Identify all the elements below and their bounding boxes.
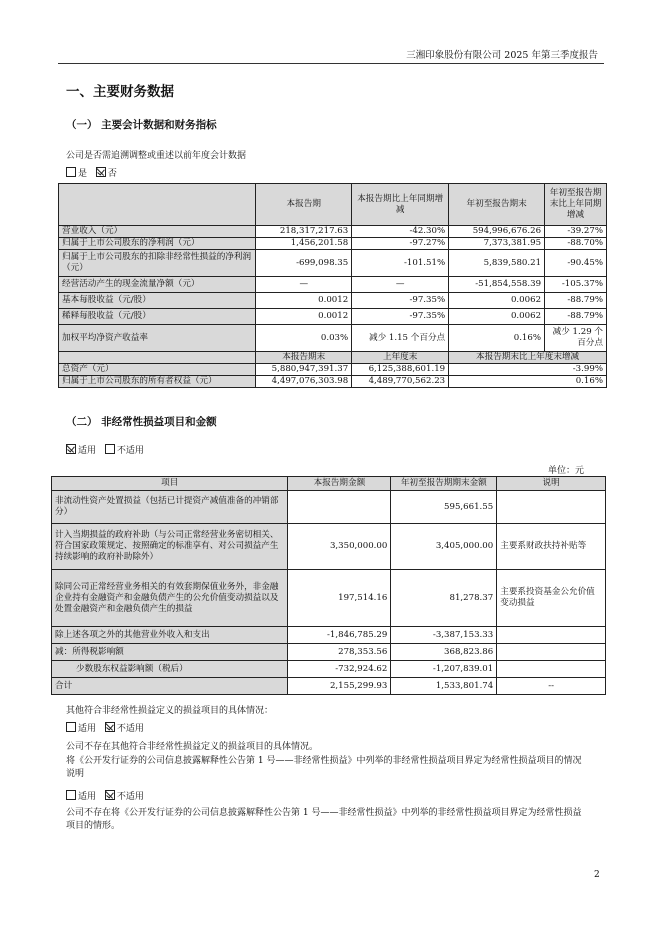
cell: 368,823.86 xyxy=(391,644,497,661)
cell: -732,924.62 xyxy=(288,661,391,678)
row-label: 归属于上市公司股东的所有者权益（元） xyxy=(59,376,256,388)
header-cell xyxy=(59,184,256,226)
table-row xyxy=(59,226,607,238)
row-label: 减：所得税影响额 xyxy=(52,644,288,661)
cell: — xyxy=(352,277,449,293)
table-row xyxy=(59,238,607,250)
row-label: 归属于上市公司股东的扣除非经常性损益的净利润（元） xyxy=(59,250,256,277)
table-row xyxy=(59,309,607,325)
cell: 4,497,076,303.98 xyxy=(256,376,352,388)
note-none-other: 公司不存在其他符合非经常性损益定义的损益项目的具体情况。 xyxy=(66,742,319,752)
row-label: 计入当期损益的政府补助（与公司正常经营业务密切相关、符合国家政策规定、按照确定的标准享有、对公司损益产生持续影响的政府补助除外） xyxy=(52,524,288,570)
table-row xyxy=(59,325,607,352)
cell: -3.99% xyxy=(449,364,607,376)
cell: 1,456,201.58 xyxy=(256,238,352,250)
row-label: 总资产（元） xyxy=(59,364,256,376)
section-title: 一、主要财务数据 xyxy=(66,84,174,100)
header-cell: 本报告期金额 xyxy=(288,477,391,491)
header-cell: 项目 xyxy=(52,477,288,491)
not-apply-label-3: 不适用 xyxy=(116,792,144,802)
cell: 主要系投资基金公允价值变动损益 xyxy=(497,570,606,627)
page-number: 2 xyxy=(594,870,600,880)
table-header-row xyxy=(59,352,607,364)
cell: -1,207,839.01 xyxy=(391,661,497,678)
header-cell: 本报告期比上年同期增减 xyxy=(352,184,449,226)
apply-label-3: 适用 xyxy=(78,792,97,802)
table-header-row xyxy=(59,184,607,226)
cell xyxy=(288,491,391,524)
row-label: 除同公司正常经营业务相关的有效套期保值业务外，非金融企业持有金融资产和金融负债产生的公允价值变动损益以及处置金融资产和金融负债产生的损益 xyxy=(52,570,288,627)
note-none-classified: 公司不存在将《公开发行证券的公司信息披露解释性公告第 1 号——非经常性损益》中列举的非经常性损益项目界定为经常性损益项目的情形。 xyxy=(66,808,582,831)
row-label: 非流动性资产处置损益（包括已计提资产减值准备的冲销部分） xyxy=(52,491,288,524)
header-cell: 本报告期末比上年度末增减 xyxy=(449,352,607,364)
header-cell: 本报告期末 xyxy=(256,352,352,364)
yes-checkbox[interactable] xyxy=(66,167,76,177)
report-header: 三湘印象股份有限公司 2025 年第三季度报告 xyxy=(406,50,598,61)
cell: 4,489,770,562.23 xyxy=(352,376,449,388)
row-label: 基本每股收益（元/股） xyxy=(59,293,256,309)
cell: -88.70% xyxy=(545,238,607,250)
cell: 减少 1.15 个百分点 xyxy=(352,325,449,352)
table-row xyxy=(52,661,606,678)
yes-label: 是 xyxy=(78,169,88,179)
header-cell: 说明 xyxy=(497,477,606,491)
cell: 主要系财政扶持补贴等 xyxy=(497,524,606,570)
cell: 7,373,381.95 xyxy=(449,238,545,250)
table-row xyxy=(59,376,607,388)
cell: — xyxy=(256,277,352,293)
row-label: 合计 xyxy=(52,678,288,695)
row-label: 少数股东权益影响额（税后） xyxy=(52,661,288,678)
table-header-row xyxy=(52,477,606,491)
cell: -90.45% xyxy=(545,250,607,277)
cell: 0.0012 xyxy=(256,293,352,309)
apply-label: 适用 xyxy=(78,446,97,456)
table-row xyxy=(52,491,606,524)
restate-options xyxy=(66,166,117,179)
apply-checkbox[interactable] xyxy=(66,444,76,454)
table-row xyxy=(59,277,607,293)
note-options-2 xyxy=(66,789,144,802)
table-row xyxy=(52,678,606,695)
row-label: 经营活动产生的现金流量净额（元） xyxy=(59,277,256,293)
row-label: 归属于上市公司股东的净利润（元） xyxy=(59,238,256,250)
note-options-1 xyxy=(66,721,144,734)
cell xyxy=(497,627,606,644)
no-checkbox[interactable] xyxy=(96,167,106,177)
cell xyxy=(497,661,606,678)
cell: -51,854,558.39 xyxy=(449,277,545,293)
not-apply-label: 不适用 xyxy=(116,446,144,456)
not-apply-checkbox-2[interactable] xyxy=(105,722,115,732)
cell: -39.27% xyxy=(545,226,607,238)
header-cell: 年初至报告期期末金额 xyxy=(391,477,497,491)
apply-checkbox-2[interactable] xyxy=(66,722,76,732)
row-label: 加权平均净资产收益率 xyxy=(59,325,256,352)
cell: 594,996,676.26 xyxy=(449,226,545,238)
no-label: 否 xyxy=(107,169,117,179)
table-row xyxy=(52,627,606,644)
cell: 3,350,000.00 xyxy=(288,524,391,570)
cell: 减少 1.29 个百分点 xyxy=(545,325,607,352)
key-financial-table xyxy=(58,183,607,388)
header-divider xyxy=(58,63,604,64)
cell: 5,839,580.21 xyxy=(449,250,545,277)
table-row xyxy=(52,524,606,570)
header-cell xyxy=(59,352,256,364)
cell xyxy=(497,644,606,661)
cell: 1,533,801.74 xyxy=(391,678,497,695)
table-row xyxy=(59,250,607,277)
not-apply-label-2: 不适用 xyxy=(116,724,144,734)
cell: 218,317,217.63 xyxy=(256,226,352,238)
note-other-items: 其他符合非经常性损益定义的损益项目的具体情况： xyxy=(66,706,274,716)
cell: 0.0012 xyxy=(256,309,352,325)
table-row xyxy=(59,293,607,309)
not-apply-checkbox[interactable] xyxy=(105,444,115,454)
cell: 2,155,299.93 xyxy=(288,678,391,695)
cell: -- xyxy=(497,678,606,695)
cell: -1,846,785.29 xyxy=(288,627,391,644)
apply-checkbox-3[interactable] xyxy=(66,790,76,800)
header-cell: 年初至报告期末 xyxy=(449,184,545,226)
unit-label: 单位：元 xyxy=(548,466,585,476)
cell xyxy=(497,491,606,524)
cell: -105.37% xyxy=(545,277,607,293)
cell: -101.51% xyxy=(352,250,449,277)
row-label: 除上述各项之外的其他营业外收入和支出 xyxy=(52,627,288,644)
cell: -699,098.35 xyxy=(256,250,352,277)
row-label: 营业收入（元） xyxy=(59,226,256,238)
cell: 0.16% xyxy=(449,325,545,352)
table-row xyxy=(52,570,606,627)
apply-label-2: 适用 xyxy=(78,724,97,734)
cell: 278,353.56 xyxy=(288,644,391,661)
non-recurring-table xyxy=(51,476,606,695)
header-cell: 年初至报告期末比上年同期增减 xyxy=(545,184,607,226)
table-row xyxy=(59,364,607,376)
cell: -97.35% xyxy=(352,293,449,309)
cell: 81,278.37 xyxy=(391,570,497,627)
cell: 0.0062 xyxy=(449,309,545,325)
cell: 0.03% xyxy=(256,325,352,352)
cell: 5,880,947,391.37 xyxy=(256,364,352,376)
cell: 6,125,388,601.19 xyxy=(352,364,449,376)
restate-question: 公司是否需追溯调整或重述以前年度会计数据 xyxy=(66,151,247,161)
cell: 595,661.55 xyxy=(391,491,497,524)
cell: 0.16% xyxy=(449,376,607,388)
cell: -88.79% xyxy=(545,293,607,309)
table-row xyxy=(52,644,606,661)
cell: -97.35% xyxy=(352,309,449,325)
note-classification: 将《公开发行证券的公司信息披露解释性公告第 1 号——非经常性损益》中列举的非经常性损益项目界定为经常性损益项目的情况说明 xyxy=(66,756,582,779)
cell: -3,387,153.33 xyxy=(391,627,497,644)
not-apply-checkbox-3[interactable] xyxy=(105,790,115,800)
header-cell: 上年度末 xyxy=(352,352,449,364)
cell: -42.30% xyxy=(352,226,449,238)
cell: 197,514.16 xyxy=(288,570,391,627)
subsection-title-1: （一） 主要会计数据和财务指标 xyxy=(66,119,217,131)
cell: -97.27% xyxy=(352,238,449,250)
header-cell: 本报告期 xyxy=(256,184,352,226)
subsection-title-2: （二） 非经常性损益项目和金额 xyxy=(66,416,217,428)
apply-options xyxy=(66,443,144,456)
cell: 3,405,000.00 xyxy=(391,524,497,570)
cell: -88.79% xyxy=(545,309,607,325)
cell: 0.0062 xyxy=(449,293,545,309)
row-label: 稀释每股收益（元/股） xyxy=(59,309,256,325)
